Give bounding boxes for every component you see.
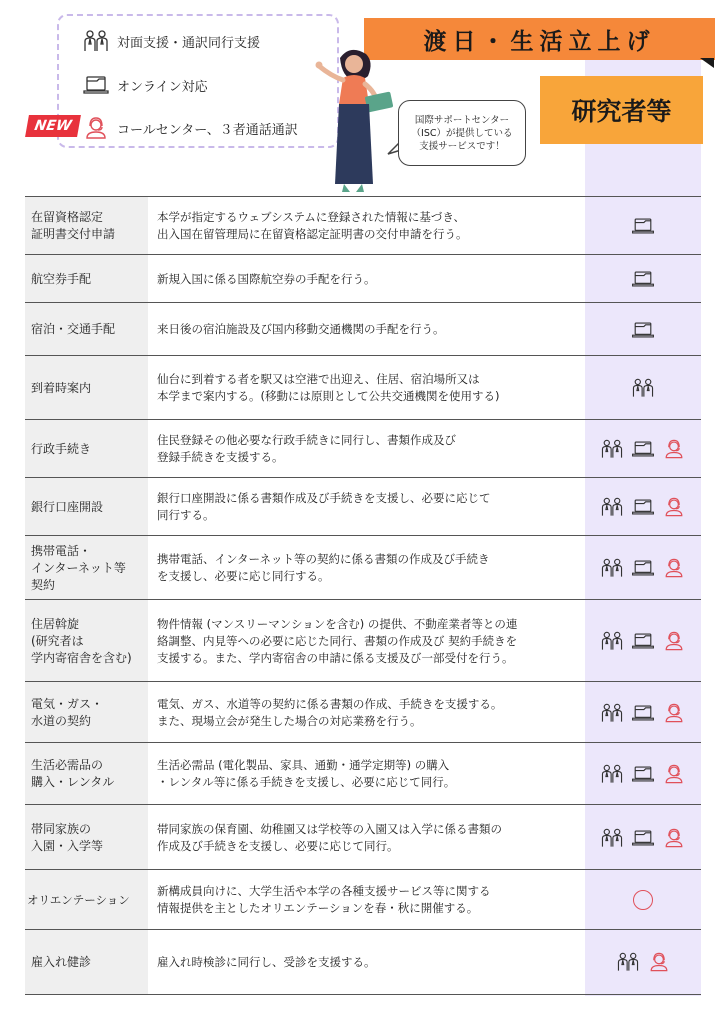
call-center-icon: [661, 438, 687, 460]
service-category: 雇入れ健診: [25, 930, 148, 994]
face-to-face-icon: [599, 702, 625, 724]
service-description: 新規入国に係る国際航空券の手配を行う。: [157, 271, 376, 286]
service-mode-icons: [585, 536, 701, 600]
table-row: [25, 869, 701, 930]
banner-fold: [700, 58, 714, 68]
online-icon: [630, 763, 656, 785]
service-category: 住居斡旋 (研究者は 学内寄宿舎を含む): [25, 600, 148, 682]
service-category: オリエンテーション: [25, 870, 148, 930]
service-mode-icons: [585, 303, 701, 356]
online-icon: [630, 702, 656, 724]
online-icon: [630, 496, 656, 518]
legend-online-label: オンライン対応: [117, 79, 208, 95]
online-icon: [630, 438, 656, 460]
service-category: 生活必需品の 購入・レンタル: [25, 743, 148, 805]
target-label: 研究者等: [540, 76, 703, 144]
face-to-face-icon: [630, 377, 656, 399]
legend-online: [81, 73, 208, 97]
call-center-icon: [661, 763, 687, 785]
service-mode-icons: [585, 682, 701, 743]
service-legend: [57, 14, 339, 148]
speech-bubble: [398, 100, 526, 166]
service-description: 携帯電話、インターネット等の契約に係る書類の作成及び手続き を支援し、必要に応じ同行する。: [157, 552, 490, 583]
service-category: 在留資格認定 証明書交付申請: [25, 197, 148, 255]
service-description: 住民登録その他必要な行政手続きに同行し、書類作成及び 登録手続きを支援する。: [157, 433, 456, 464]
service-description: 来日後の宿泊施設及び国内移動交通機関の手配を行う。: [157, 322, 445, 336]
service-mode-icons: [585, 743, 701, 805]
service-category: 携帯電話・ インターネット等 契約: [25, 536, 148, 600]
service-description: 帯同家族の保育園、幼稚園又は学校等の入園又は入学に係る書類の 作成及び手続きを支援し、必要に応じて同行。: [157, 821, 502, 853]
circle-mark: [630, 889, 656, 911]
new-badge: NEW: [25, 115, 81, 137]
table-row: [25, 302, 701, 356]
service-description: 電気、ガス、水道等の契約に係る書類の作成、手続きを支援する。 また、現場立会が発生した場合の対応業務を行う。: [157, 696, 503, 728]
face-to-face-icon: [599, 557, 625, 579]
legend-call-center-label: コールセンター、３者通話通訳: [117, 122, 298, 138]
service-mode-icons: [585, 600, 701, 682]
online-icon: [630, 268, 656, 290]
service-description: 雇入れ時検診に同行し、受診を支援する。: [157, 954, 376, 969]
service-mode-icons: [585, 356, 701, 420]
service-mode-icons: [585, 197, 701, 255]
online-icon: [630, 319, 656, 341]
table-row: [25, 535, 701, 600]
service-category: 帯同家族の 入園・入学等: [25, 805, 148, 870]
table-row: [25, 419, 701, 478]
service-description: 生活必需品 (電化製品、家具、通勤・通学定期等) の購入 ・レンタル等に係る手続きを支援し、必要に応じて同行。: [157, 758, 456, 789]
online-icon: [630, 215, 656, 237]
legend-call-center: [81, 116, 298, 140]
call-center-icon: [661, 702, 687, 724]
face-to-face-icon: [81, 29, 111, 53]
service-category: 到着時案内: [25, 356, 148, 420]
call-center-icon: [646, 951, 672, 973]
call-center-icon: [661, 827, 687, 849]
service-category: 銀行口座開設: [25, 478, 148, 536]
table-row: [25, 742, 701, 805]
service-category: 電気・ガス・ 水道の契約: [25, 682, 148, 743]
face-to-face-icon: [615, 951, 641, 973]
table-row: [25, 804, 701, 870]
service-description: 仙台に到着する者を駅又は空港で出迎え、住居、宿泊場所又は 本学まで案内する。(移動には原則として公共交通機関を使用する): [157, 372, 500, 403]
table-row: [25, 929, 701, 995]
face-to-face-icon: [599, 630, 625, 652]
service-category: 行政手続き: [25, 420, 148, 478]
online-icon: [81, 73, 111, 97]
service-mode-icons: [585, 805, 701, 870]
service-mode-icons: [585, 870, 701, 930]
service-description: 新構成員向けに、大学生活や本学の各種支援サービス等に関する 情報提供を主としたオリエンテーションを春・秋に開催する。: [157, 884, 491, 915]
online-icon: [630, 827, 656, 849]
legend-face-to-face-label: 対面支援・通訳同行支援: [117, 35, 261, 51]
face-to-face-icon: [599, 827, 625, 849]
call-center-icon: [661, 630, 687, 652]
speech-bubble-text: 国際サポートセンター （ISC）が提供している 支援サービスです！: [411, 114, 513, 152]
page-title: 渡日・生活立上げ: [364, 18, 715, 60]
service-mode-icons: [585, 930, 701, 994]
online-icon: [630, 630, 656, 652]
call-center-icon: [661, 496, 687, 518]
service-category: 航空券手配: [25, 255, 148, 303]
table-row: [25, 477, 701, 536]
call-center-icon: [661, 557, 687, 579]
service-mode-icons: [585, 255, 701, 303]
call-center-icon: [81, 116, 111, 140]
service-description: 物件情報 (マンスリーマンションを含む) の提供、不動産業者等との連 絡調整、内見等への必要に応じた同行、書類の作成及び 契約手続きを 支援する。また、学内寄宿舎の申請に係る支援及び一部受付を行う。: [157, 616, 518, 665]
face-to-face-icon: [599, 438, 625, 460]
service-description: 銀行口座開設に係る書類作成及び手続きを支援し、必要に応じて 同行する。: [157, 491, 491, 522]
table-row: [25, 355, 701, 420]
face-to-face-icon: [599, 763, 625, 785]
service-description: 本学が指定するウェブシステムに登録された情報に基づき、 出入国在留管理局に在留資格認定証明書の交付申請を行う。: [157, 210, 468, 241]
service-category: 宿泊・交通手配: [25, 303, 148, 356]
online-icon: [630, 557, 656, 579]
guide-woman-illustration: [310, 44, 400, 196]
table-row: [25, 599, 701, 682]
legend-face-to-face: [81, 29, 260, 53]
face-to-face-icon: [599, 496, 625, 518]
table-row: [25, 196, 701, 255]
table-row: [25, 681, 701, 743]
service-mode-icons: [585, 420, 701, 478]
table-row: [25, 254, 701, 303]
service-mode-icons: [585, 478, 701, 536]
